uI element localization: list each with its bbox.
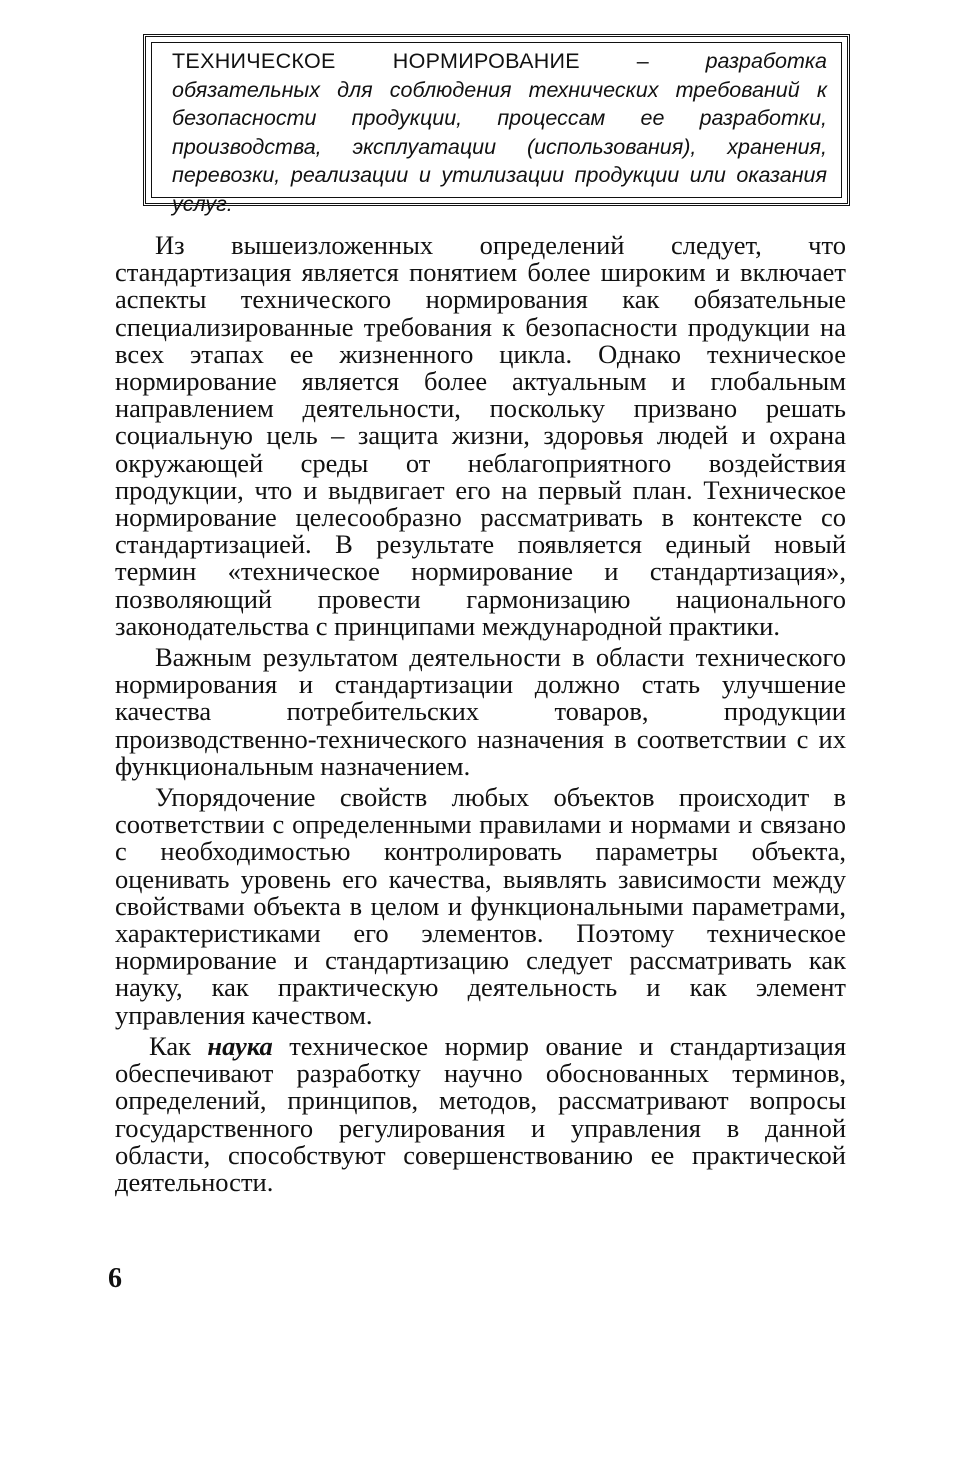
paragraph-3: Упорядочение свойств любых объектов происходит в соответствии с определенными правилами и нормами и связано с необходимостью контролировать параметры объекта, оценивать уровень его качества, выявлять зависимости между свойствами объекта в целом и функциональными параметрами, характеристиками его элементов. Поэтому техническое нормирование и стандартизацию следует рассматривать как науку, как практическую деятельность и как элемент управления качеством. (115, 782, 846, 1030)
definition-text: разработка обязательных для соблюдения технических требований к безопасности продукции, процессам ее разработки, производства, эксплуатации (использования), хранения, перевозки, реализации и утилизации продукции или оказания услуг. (172, 49, 827, 216)
definition-term: ТЕХНИЧЕСКОЕ НОРМИРОВАНИЕ (172, 49, 580, 73)
definition-box (143, 34, 850, 216)
page-number: 6 (108, 1263, 122, 1294)
paragraph-4-start: Как (149, 1030, 191, 1061)
definition-dash: – (636, 49, 649, 73)
paragraph-2: Важным результатом деятельности в области технического нормирования и стандартизации должно стать улучшение качества потребительских товаров, продукции производственно-технического назначения в соответствии с их функциональным назначением. (115, 642, 846, 781)
paragraph-4-emphasis: наука (207, 1030, 273, 1061)
body-text (115, 232, 846, 1200)
paragraph-1: Из вышеизложенных определений следует, что стандартизация является понятием более широким и включает аспекты технического нормирования как обязательные специализированные требования к безопасности продукции на всех этапах ее жизненного цикла. Однако техническое нормирование является более актуальным и глобальным направлением деятельности, поскольку призвано решать социальную цель – защита жизни, здоровья людей и охрана окружающей среды от неблагоприятного воздействия продукции, что и выдвигает его на первый план. Техническое нормирование целесообразно рассматривать в контексте со стандартизацией. В результате появляется единый новый термин «техническое нормирование и стандартизация», позволяющий провести гармонизацию национального законодательства с принципами международной практики. (115, 230, 846, 641)
paragraph-4 (115, 1030, 847, 1197)
paragraph-4-rest: техническое нормир ование и стандартизация обеспечивают разработку научно обоснованных терминов, определений, принципов, методов, рассматривают вопросы государственного регулирования и управления в данной области, способствуют совершенствованию ее практической деятельности. (115, 1030, 847, 1197)
